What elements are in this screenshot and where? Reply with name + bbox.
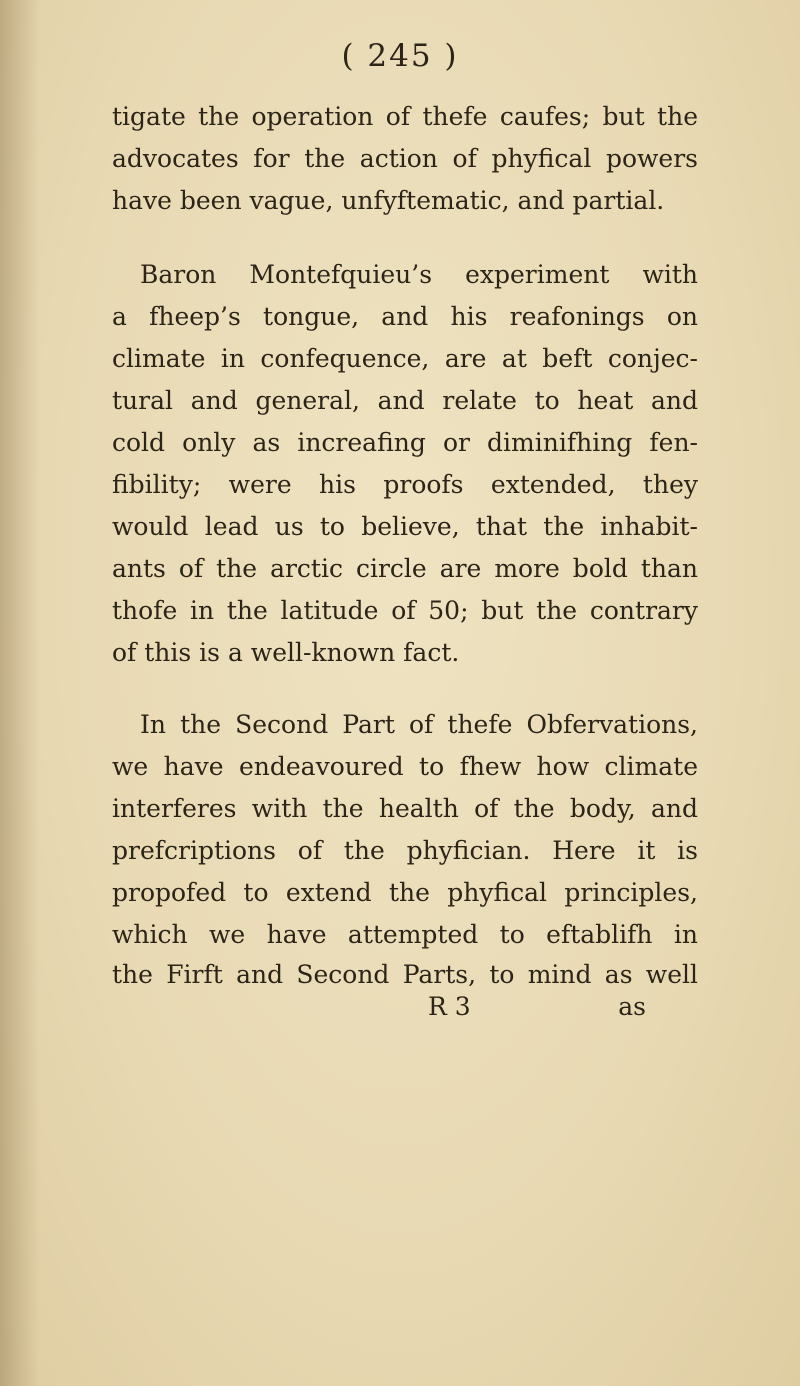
text-line: propofed to extend the phyfical principles, (112, 878, 698, 907)
text-line: of this is a well-known fact. (112, 638, 460, 667)
signature-mark: R 3 (428, 992, 471, 1021)
text-line: prefcriptions of the phyfician. Here it is (112, 836, 698, 865)
text-line: which we have attempted to eftablifh in (112, 920, 698, 949)
catchword: as (618, 992, 646, 1021)
text-line: have been vague, unfyftematic, and partial. (112, 186, 665, 215)
text-line: tigate the operation of thefe caufes; but the (112, 102, 698, 131)
page-number-header: ( 245 ) (341, 38, 459, 74)
text-line: tural and general, and relate to heat and (112, 386, 698, 415)
page-gutter-shadow (0, 0, 40, 1386)
text-line: we have endeavoured to fhew how climate (112, 752, 698, 781)
text-line: advocates for the action of phyfical powers (112, 144, 698, 173)
text-line: thofe in the latitude of 50; but the contrary (112, 596, 698, 625)
text-line: In the Second Part of thefe Obfervations, (140, 710, 698, 739)
text-line: interferes with the health of the body, and (112, 794, 698, 823)
text-line: cold only as increafing or diminifhing fen- (112, 428, 698, 457)
text-line: would lead us to believe, that the inhabit- (112, 512, 698, 541)
text-line: Baron Montefquieu’s experiment with (140, 260, 698, 289)
text-line: ants of the arctic circle are more bold than (112, 554, 698, 583)
text-line: fibility; were his proofs extended, they (112, 470, 698, 499)
text-line: a fheep’s tongue, and his reafonings on (112, 302, 698, 331)
text-line: the Firft and Second Parts, to mind as well (112, 960, 698, 989)
text-line: climate in confequence, are at beft conjec- (112, 344, 698, 373)
